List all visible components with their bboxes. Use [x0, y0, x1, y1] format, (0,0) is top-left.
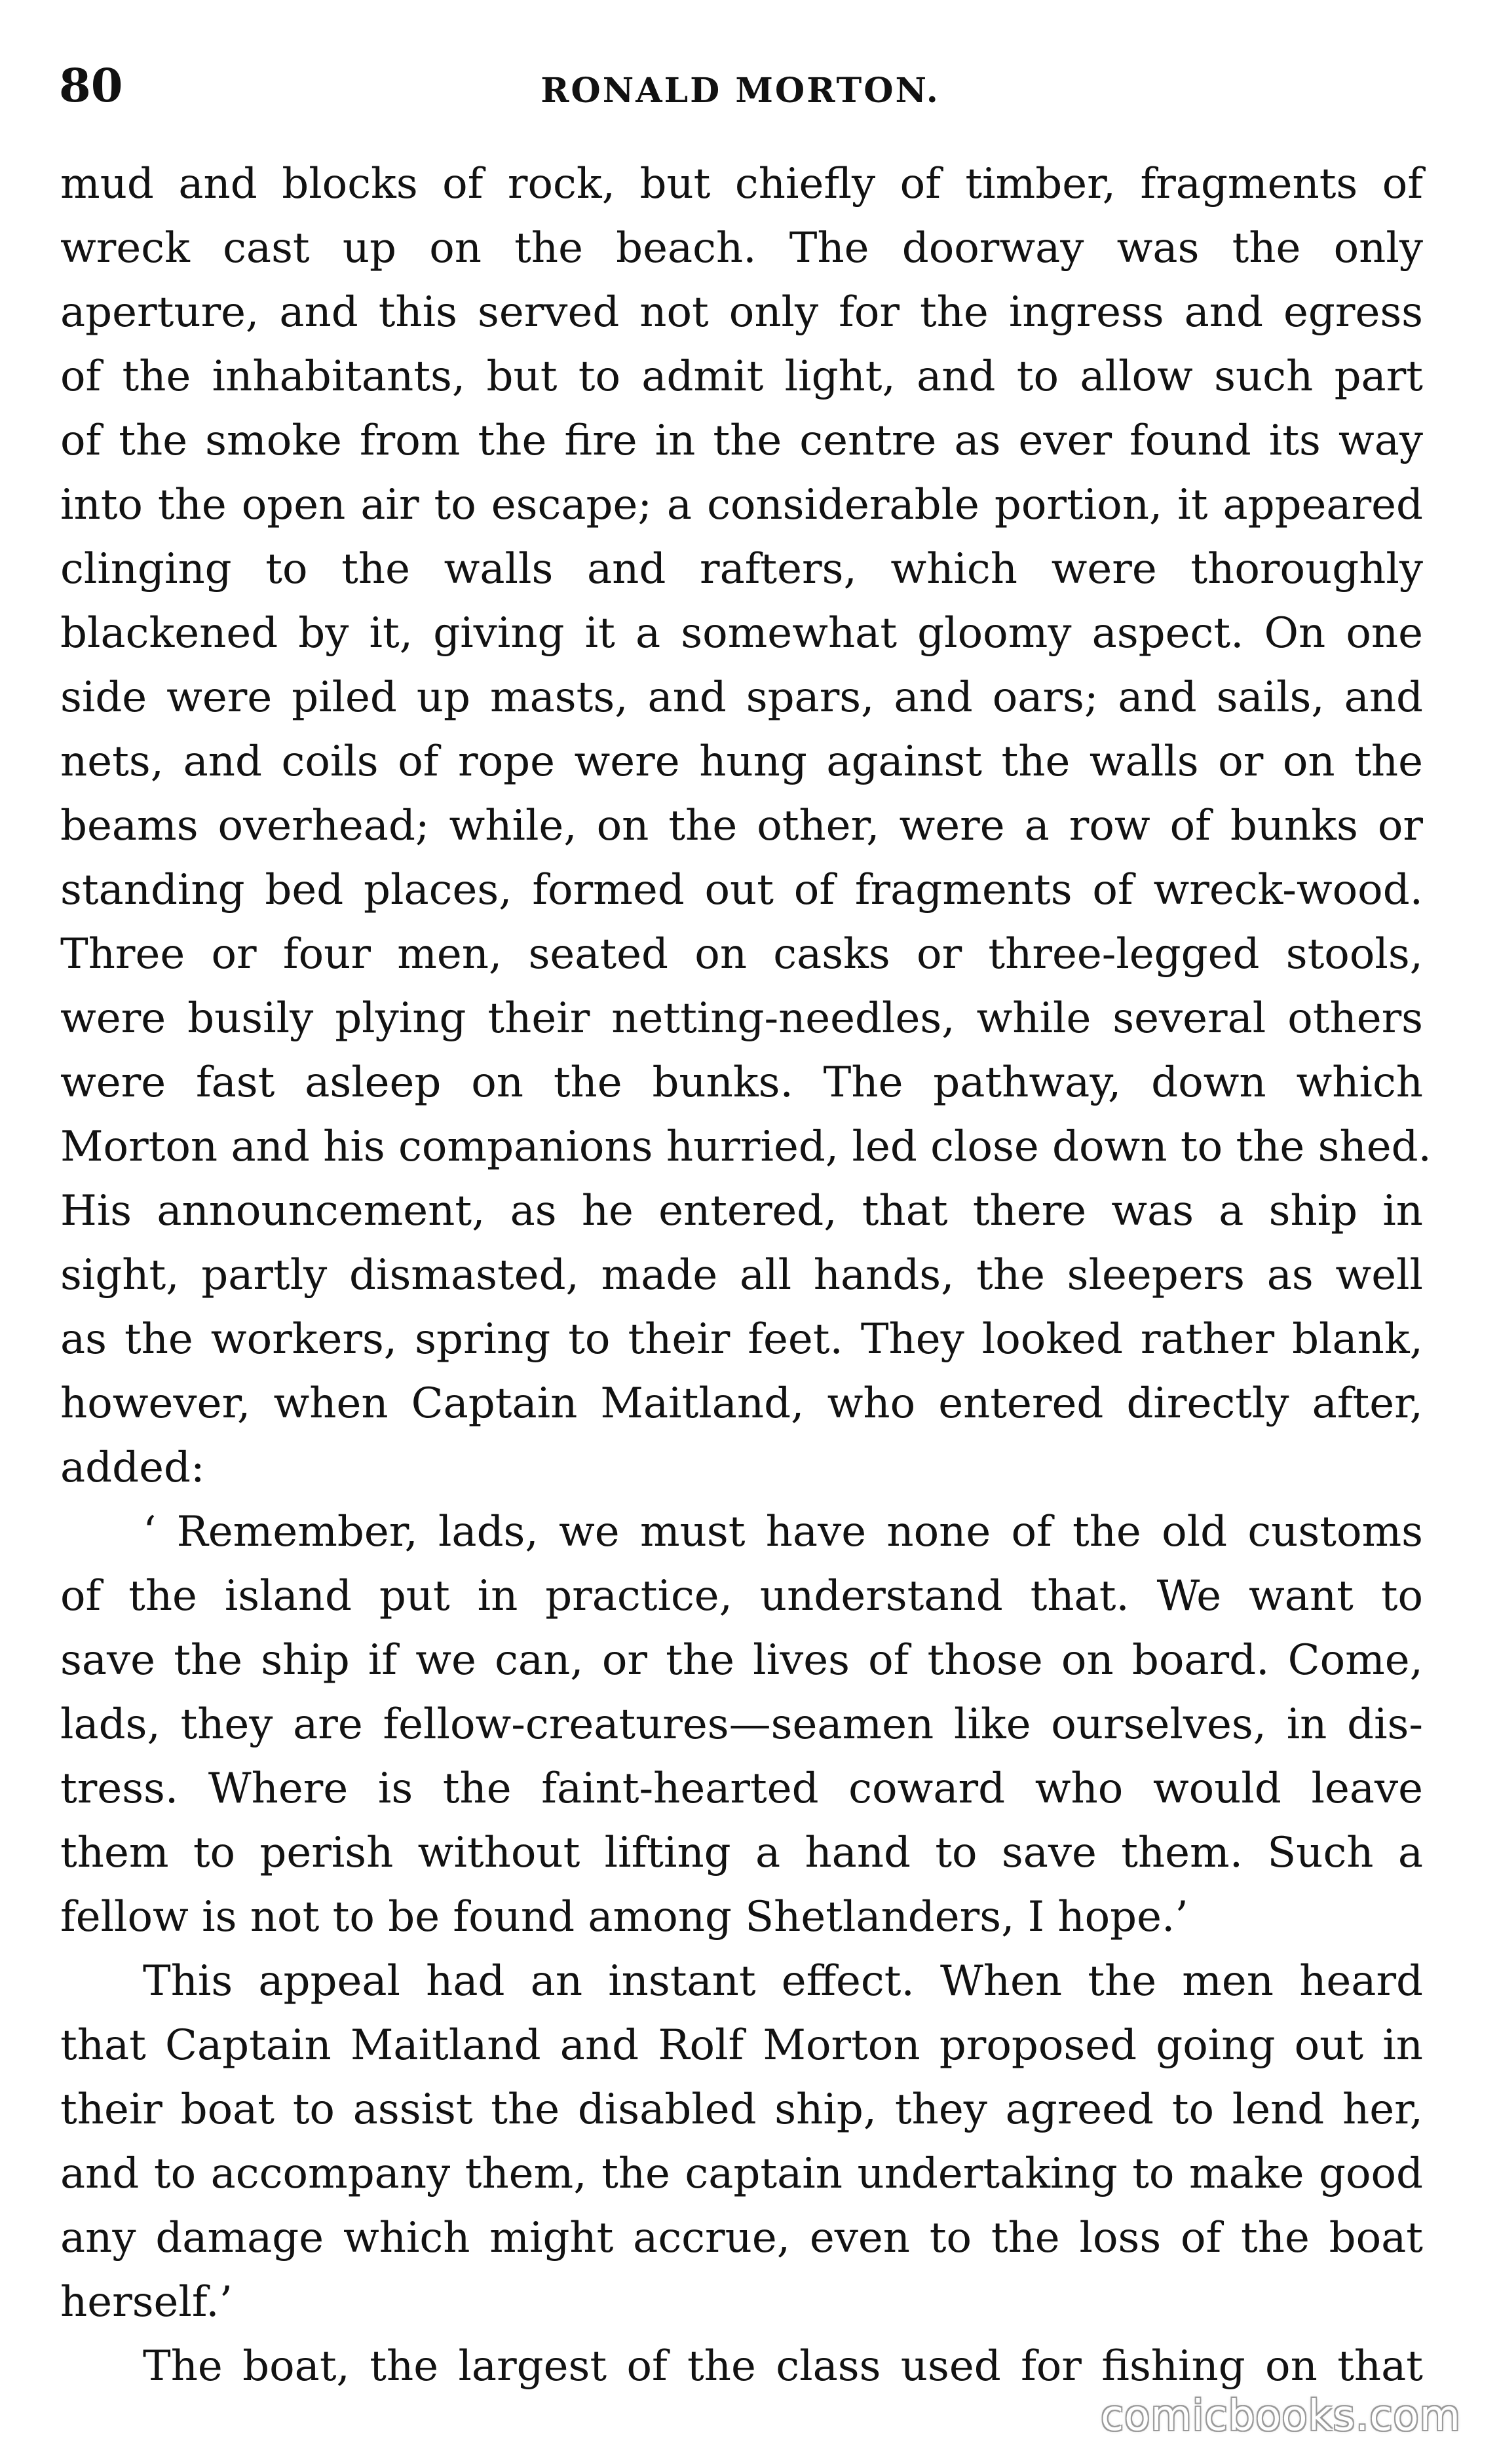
running-title: RONALD MORTON. — [541, 71, 940, 111]
text-line: any damage which might accrue, even to the loss of the boat — [60, 2214, 1423, 2262]
page-number: 80 — [59, 58, 123, 113]
text-line: His announcement, as he entered, that there was a ship in — [60, 1187, 1423, 1235]
text-line: their boat to assist the disabled ship, they agreed to lend her, — [60, 2085, 1423, 2134]
text-line: save the ship if we can, or the lives of those on board. Come, — [60, 1636, 1423, 1685]
text-line: aperture, and this served not only for the ingress and egress — [60, 288, 1423, 337]
text-line: and to accompany them, the captain undertaking to make good — [60, 2150, 1423, 2198]
text-line: standing bed places, formed out of fragments of wreck-wood. — [60, 866, 1423, 914]
text-line: The boat, the largest of the class used for fishing on that — [143, 2342, 1423, 2391]
text-line: blackened by it, giving it a somewhat gloomy aspect. On one — [60, 609, 1423, 658]
text-line: were fast asleep on the bunks. The pathway, down which — [60, 1058, 1423, 1107]
text-line: of the smoke from the fire in the centre as ever found its way — [60, 417, 1423, 465]
text-line: lads, they are fellow-creatures—seamen like ourselves, in dis- — [60, 1700, 1423, 1749]
text-line: mud and blocks of rock, but chiefly of timber, fragments of — [60, 160, 1423, 208]
text-line: Morton and his companions hurried, led close down to the shed. — [60, 1123, 1432, 1171]
watermark: comicbooks.com — [1100, 2392, 1461, 2440]
running-head — [59, 56, 1422, 115]
text-line: side were piled up masts, and spars, and oars; and sails, and — [60, 673, 1423, 722]
text-line: nets, and coils of rope were hung against the walls or on the — [60, 737, 1423, 786]
text-line: of the island put in practice, understand that. We want to — [60, 1572, 1423, 1620]
text-line: fellow is not to be found among Shetlanders, I hope.’ — [60, 1893, 1188, 1941]
text-line: ‘ Remember, lads, we must have none of the old customs — [143, 1508, 1423, 1556]
text-line: were busily plying their netting-needles, while several others — [60, 994, 1423, 1043]
text-line: as the workers, spring to their feet. They looked rather blank, — [60, 1315, 1423, 1364]
text-line: herself.’ — [60, 2278, 233, 2326]
text-line: that Captain Maitland and Rolf Morton proposed going out in — [60, 2021, 1423, 2070]
text-line: This appeal had an instant effect. When the men heard — [143, 1957, 1423, 2006]
text-line: beams overhead; while, on the other, were a row of bunks or — [60, 802, 1423, 850]
text-line: Three or four men, seated on casks or three-legged stools, — [60, 930, 1423, 979]
text-line: wreck cast up on the beach. The doorway was the only — [60, 224, 1423, 272]
text-line: them to perish without lifting a hand to save them. Such a — [60, 1829, 1423, 1877]
body-text — [60, 152, 1432, 2399]
text-line: however, when Captain Maitland, who entered directly after, — [60, 1379, 1423, 1428]
text-line: of the inhabitants, but to admit light, and to allow such part — [60, 352, 1423, 401]
text-line: into the open air to escape; a considerable portion, it appeared — [60, 481, 1423, 529]
text-line: clinging to the walls and rafters, which were thoroughly — [60, 545, 1423, 593]
text-line: tress. Where is the faint-hearted coward who would leave — [60, 1764, 1423, 1813]
text-line: sight, partly dismasted, made all hands, the sleepers as well — [60, 1251, 1423, 1299]
text-line: added: — [60, 1444, 205, 1492]
